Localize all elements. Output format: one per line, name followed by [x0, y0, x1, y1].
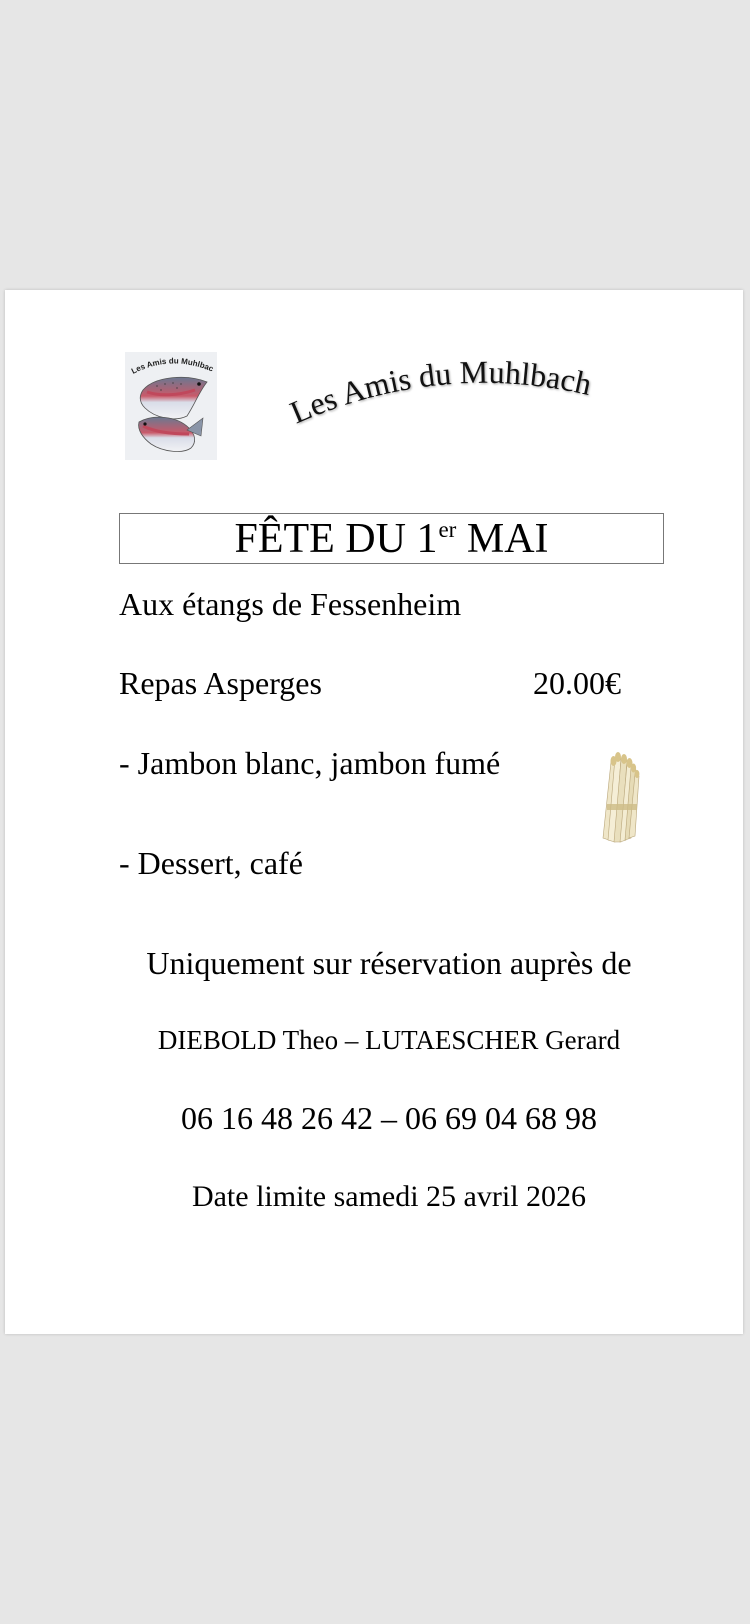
flyer-page [5, 290, 743, 1334]
logo-text: Les Amis du Muhlbac [129, 356, 215, 376]
phone-numbers: 06 16 48 26 42 – 06 69 04 68 98 [181, 1100, 597, 1136]
org-name: es Amis du Muhlbach [303, 353, 595, 423]
fish-logo-icon [125, 352, 217, 460]
deadline: Date limite samedi 25 avril 2026 [191, 1180, 587, 1213]
meal-label: Repas Asperges [119, 665, 322, 701]
event-title-superscript: er [438, 517, 457, 542]
meal-price: 20.00€ [533, 665, 621, 701]
org-title [288, 350, 643, 440]
menu-item: - Jambon blanc, jambon fumé [119, 745, 501, 781]
menu-item: - Dessert, café [119, 845, 303, 881]
reservation-intro: Uniquement sur réservation auprès de [146, 945, 632, 981]
contact-names: DIEBOLD Theo – LUTAESCHER Gerard [157, 1025, 621, 1055]
svg-text:Les Amis du Muhlbach [288, 354, 595, 431]
event-title-main: FÊTE DU 1 [234, 516, 438, 562]
asparagus-icon [597, 752, 645, 848]
event-location: Aux étangs de Fessenheim [119, 586, 462, 622]
event-title [119, 513, 664, 564]
event-title-end: MAI [456, 516, 549, 562]
